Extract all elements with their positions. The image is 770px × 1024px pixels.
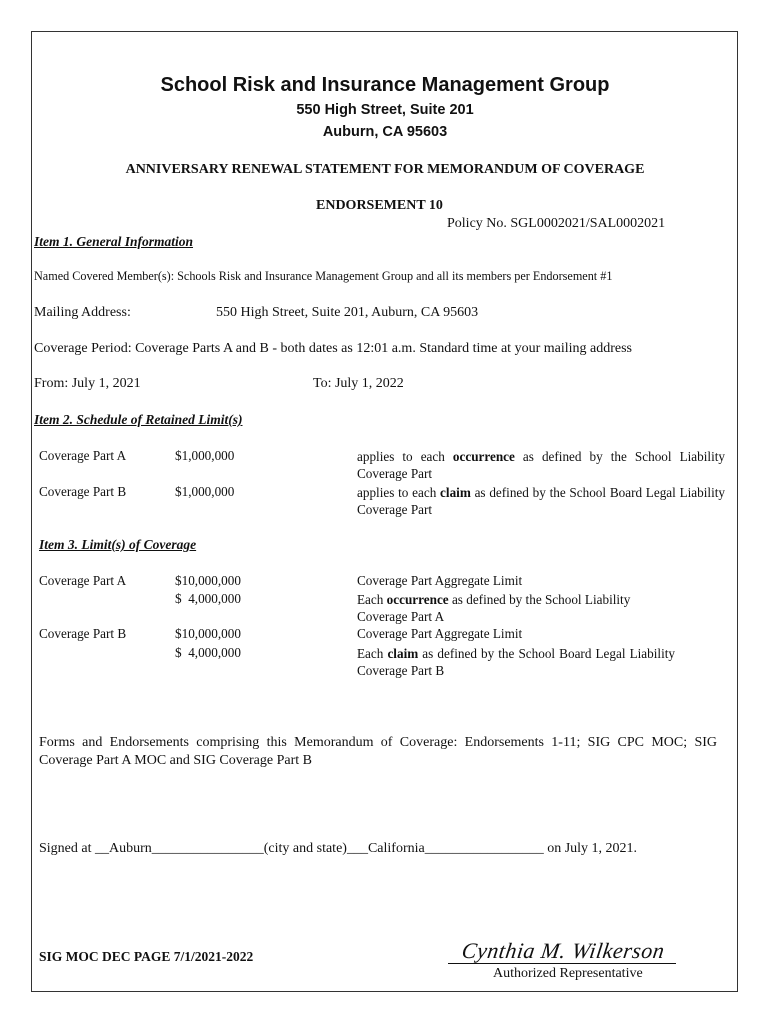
retained-part-b-description: applies to each claim as defined by the School Board Legal Liability Coverage Part — [357, 485, 726, 517]
retained-part-a-description: applies to each occurrence as defined by the School Liability Coverage Part — [357, 449, 725, 481]
policy-number: Policy No. SGL0002021/SAL0002021 — [447, 216, 666, 231]
limit-part-b-aggregate-desc: Coverage Part Aggregate Limit — [357, 626, 523, 641]
retained-part-b-amount: $1,000,000 — [175, 484, 235, 499]
named-covered-members: Named Covered Member(s): Schools Risk and Insurance Management Group and all its members per Endorsement #1 — [34, 269, 613, 283]
limit-part-b-aggregate-amount: $10,000,000 — [175, 626, 241, 641]
limit-part-a-occurrence-amount: $ 4,000,000 — [175, 591, 241, 606]
limit-part-b-claim-amount: $ 4,000,000 — [175, 645, 241, 660]
signed-at-line: Signed at __Auburn________________(city and state)___California_________________ on July 1, 2021. — [39, 841, 638, 856]
org-address-line1: 550 High Street, Suite 201 — [296, 102, 474, 118]
statement-title: ANNIVERSARY RENEWAL STATEMENT FOR MEMORANDUM OF COVERAGE — [125, 162, 645, 177]
coverage-period: Coverage Period: Coverage Parts A and B - both dates as 12:01 a.m. Standard time at your mailing address — [34, 341, 632, 356]
limit-part-a-aggregate-desc: Coverage Part Aggregate Limit — [357, 573, 523, 588]
authorized-representative: Authorized Representative — [493, 966, 643, 981]
retained-part-a-amount: $1,000,000 — [175, 448, 235, 463]
limit-part-a-label: Coverage Part A — [39, 573, 127, 588]
limit-part-b-label: Coverage Part B — [39, 626, 127, 641]
period-from: From: July 1, 2021 — [34, 376, 141, 391]
signature-line — [448, 963, 676, 964]
retained-part-b-label: Coverage Part B — [39, 484, 127, 499]
limit-part-b-claim-desc: Each claim as defined by the School Board Legal Liability Coverage Part B — [357, 646, 676, 678]
forms-and-endorsements: Forms and Endorsements comprising this Memorandum of Coverage: Endorsements 1-11; SIG CPC MOC; SIG Coverage Part A MOC and SIG Coverage Part B — [39, 735, 717, 768]
endorsement-number: ENDORSEMENT 10 — [316, 198, 443, 213]
signature: Cynthia M. Wilkerson — [460, 938, 667, 963]
item1-heading: Item 1. General Information — [34, 234, 194, 249]
mailing-address-value: 550 High Street, Suite 201, Auburn, CA 95603 — [216, 305, 479, 320]
mailing-address-label: Mailing Address: — [34, 305, 131, 320]
dec-page-label: SIG MOC DEC PAGE 7/1/2021-2022 — [39, 949, 254, 964]
item3-heading: Item 3. Limit(s) of Coverage — [39, 537, 197, 552]
org-address-line2: Auburn, CA 95603 — [322, 124, 448, 140]
limit-part-a-occurrence-desc: Each occurrence as defined by the School Liability Coverage Part A — [357, 592, 631, 624]
item2-heading: Item 2. Schedule of Retained Limit(s) — [34, 412, 243, 427]
period-to: To: July 1, 2022 — [313, 376, 404, 391]
org-title: School Risk and Insurance Management Group — [160, 74, 610, 96]
retained-part-a-label: Coverage Part A — [39, 448, 127, 463]
limit-part-a-aggregate-amount: $10,000,000 — [175, 573, 241, 588]
